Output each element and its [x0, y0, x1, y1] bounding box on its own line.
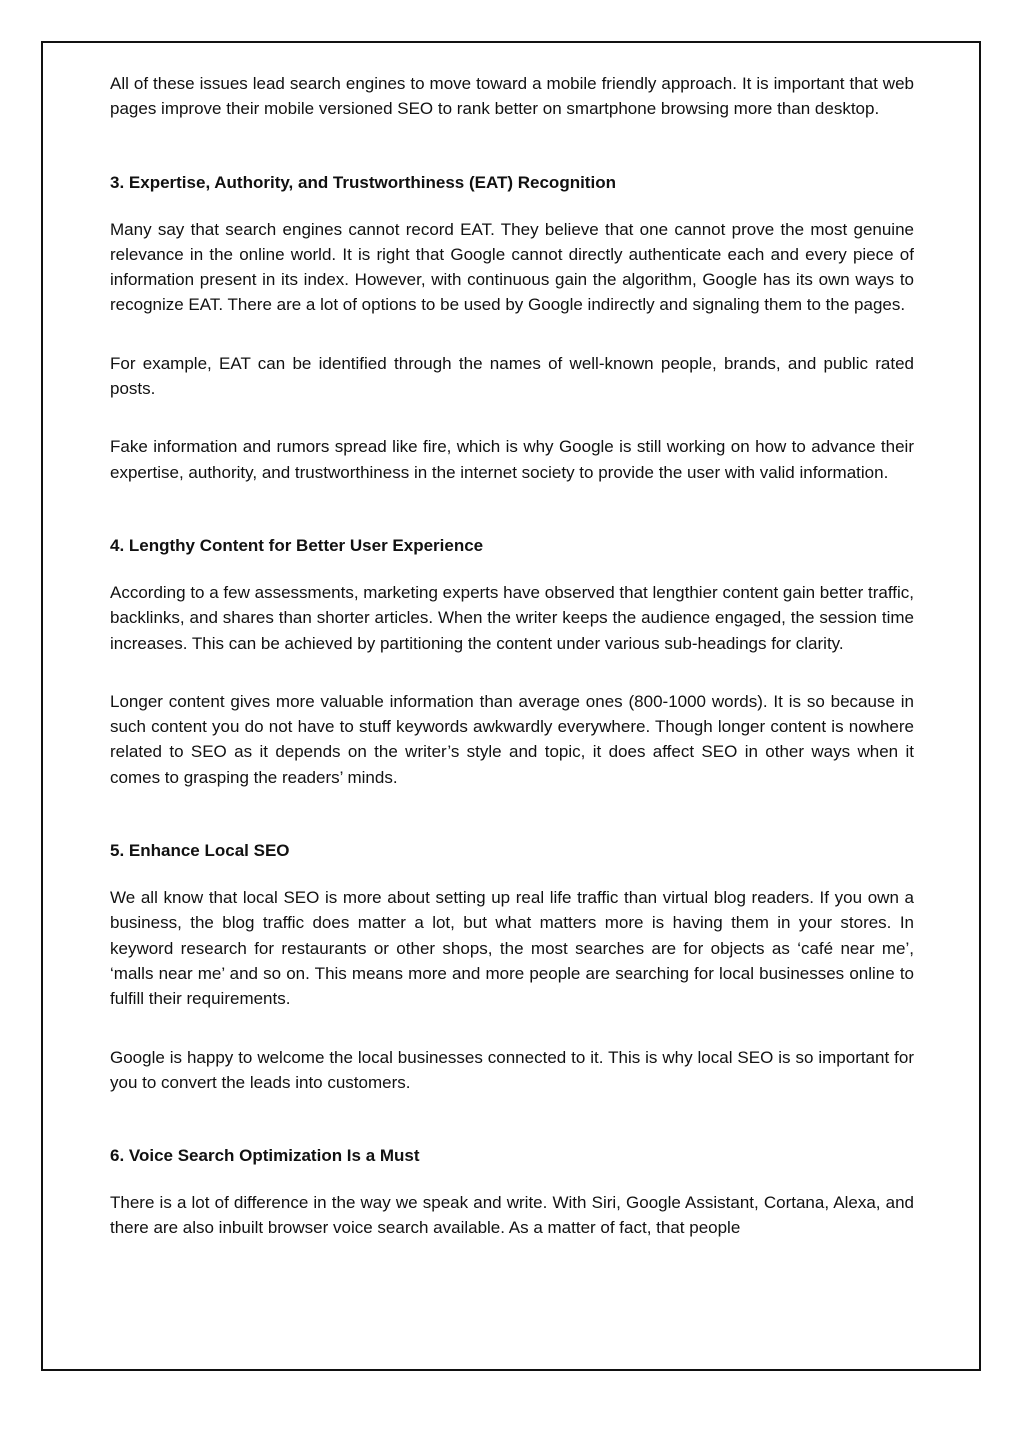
paragraph: There is a lot of difference in the way we speak and write. With Siri, Google Assistant, Cortana, Alexa, and there are also inbuilt browser voice search available. As a matter of fact, that people: [110, 1193, 914, 1238]
paragraph: We all know that local SEO is more about setting up real life traffic than virtual blog readers. If you own a business, the blog traffic does matter a lot, but what matters more is having them in your stores. In keyword research for restaurants or other shops, the most searches are for objects as ‘café near me’, ‘malls near me’ and so on. This means more and more people are searching for local businesses online to fulfill their requirements.: [110, 888, 914, 1009]
paragraph: For example, EAT can be identified through the names of well-known people, brands, and public rated posts.: [110, 353, 914, 399]
section-heading-local-seo: 5. Enhance Local SEO: [110, 841, 290, 861]
intro-paragraph: All of these issues lead search engines to move toward a mobile friendly approach. It is important that web pages improve their mobile versioned SEO to rank better on smartphone browsing more than desktop.: [110, 74, 914, 119]
section-heading-eat: 3. Expertise, Authority, and Trustworthiness (EAT) Recognition: [110, 172, 616, 192]
paragraph: Google is happy to welcome the local businesses connected to it. This is why local SEO is so important for you to convert the leads into customers.: [110, 1047, 914, 1092]
paragraph: Longer content gives more valuable information than average ones (800-1000 words). It is so because in such content you do not have to stuff keywords awkwardly everywhere. Though longer content is nowhere related to SEO as it depends on the writer’s style and topic, it does affect SEO in other ways when it comes to grasping the readers’ minds.: [110, 691, 914, 787]
section-heading-voice-search: 6. Voice Search Optimization Is a Must: [110, 1146, 420, 1166]
paragraph: Fake information and rumors spread like fire, which is why Google is still working on how to advance their expertise, authority, and trustworthiness in the internet society to provide the user with valid information.: [110, 437, 914, 482]
section-heading-lengthy-content: 4. Lengthy Content for Better User Experience: [110, 535, 484, 555]
paragraph: According to a few assessments, marketing experts have observed that lengthier content gain better traffic, backlinks, and shares than shorter articles. When the writer keeps the audience engaged, the session time increases. This can be achieved by partitioning the content under various sub-headings for clarity.: [110, 582, 914, 653]
document-body: [110, 71, 914, 1241]
paragraph: Many say that search engines cannot record EAT. They believe that one cannot prove the most genuine relevance in the online world. It is right that Google cannot directly authenticate each and every piece of information present in its index. However, with continuous gain the algorithm, Google has its own ways to recognize EAT. There are a lot of options to be used by Google indirectly and signaling them to the pages.: [110, 219, 914, 315]
